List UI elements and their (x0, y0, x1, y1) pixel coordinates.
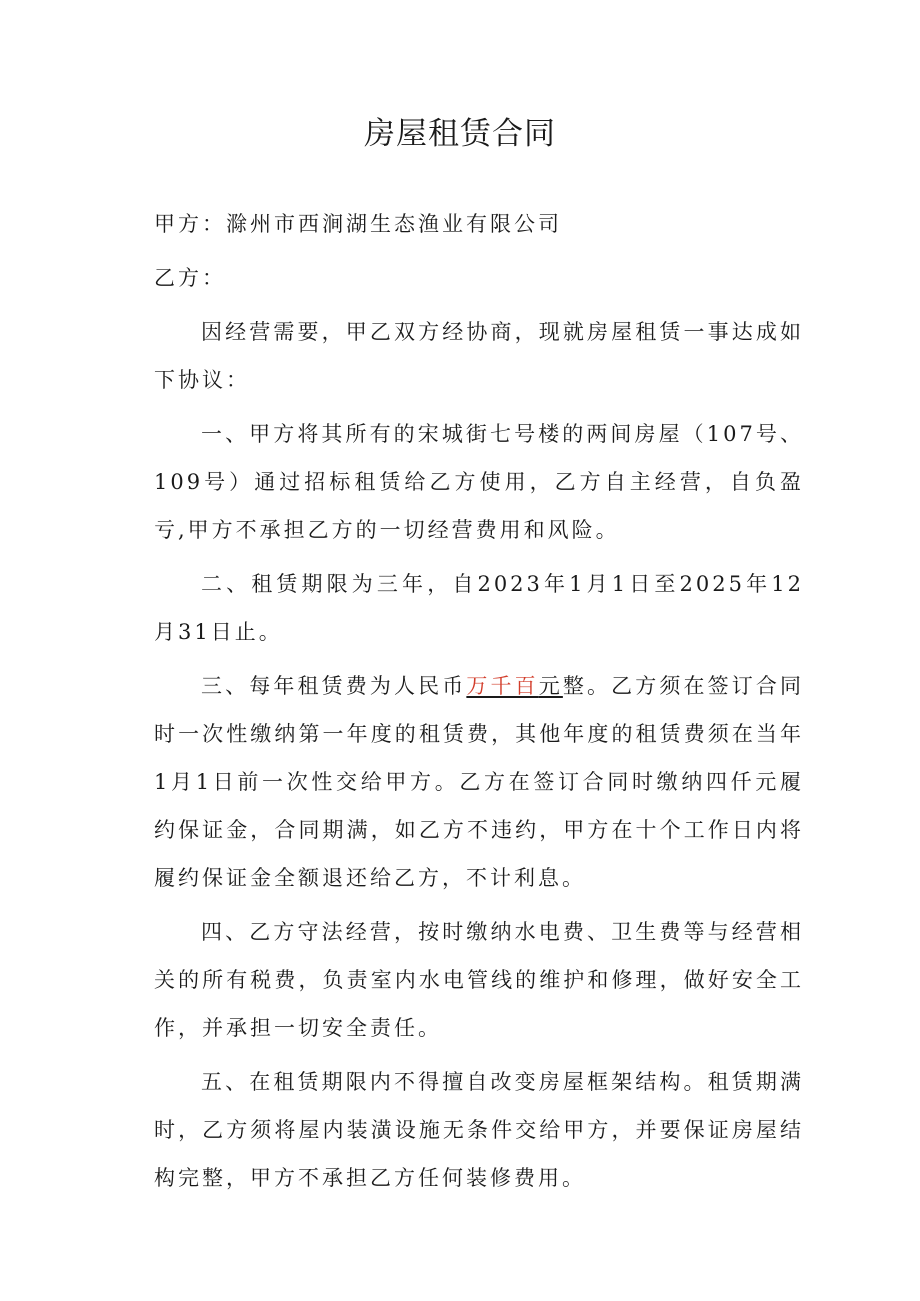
intro-paragraph: 因经营需要，甲乙双方经协商，现就房屋租赁一事达成如下协议： (154, 320, 804, 392)
clause-1: 一、甲方将其所有的宋城街七号楼的两间房屋（107号、109号）通过招标租赁给乙方使用，乙方自主经营，自负盈亏,甲方不承担乙方的一切经营费用和风险。 (154, 422, 804, 542)
clause-4: 四、乙方守法经营，按时缴纳水电费、卫生费等与经营相关的所有税费，负责室内水电管线的维护和修理，做好安全工作，并承担一切安全责任。 (154, 920, 804, 1040)
clause-3-prefix: 三、每年租赁费为人民币 (201, 674, 467, 698)
clause-2: 二、租赁期限为三年，自2023年1月1日至2025年12月31日止。 (154, 572, 804, 644)
party-a-label: 甲方： (154, 212, 226, 236)
clause-3-rest: 整。乙方须在签订合同时一次性缴纳第一年度的租赁费，其他年度的租赁费须在当年1月1日前一次性交给甲方。乙方在签订合同时缴纳四仟元履约保证金，合同期满，如乙方不违约，甲方在十个工作日内将履约保证金全额退还给乙方，不计利息。 (154, 674, 804, 890)
party-b-label: 乙方： (154, 266, 226, 290)
party-b-line (154, 254, 804, 302)
party-a-name: 滁州市西涧湖生态渔业有限公司 (226, 212, 562, 236)
rent-unit: 元 (538, 674, 563, 698)
rent-amount-blank: 万千百 (466, 674, 539, 698)
document-body (154, 200, 804, 1202)
party-a-line (154, 200, 804, 248)
document-title: 房屋租赁合同 (364, 116, 556, 152)
clause-5: 五、在租赁期限内不得擅自改变房屋框架结构。租赁期满时，乙方须将屋内装潢设施无条件交给甲方，并要保证房屋结构完整，甲方不承担乙方任何装修费用。 (154, 1070, 804, 1190)
clause-3 (154, 662, 804, 902)
